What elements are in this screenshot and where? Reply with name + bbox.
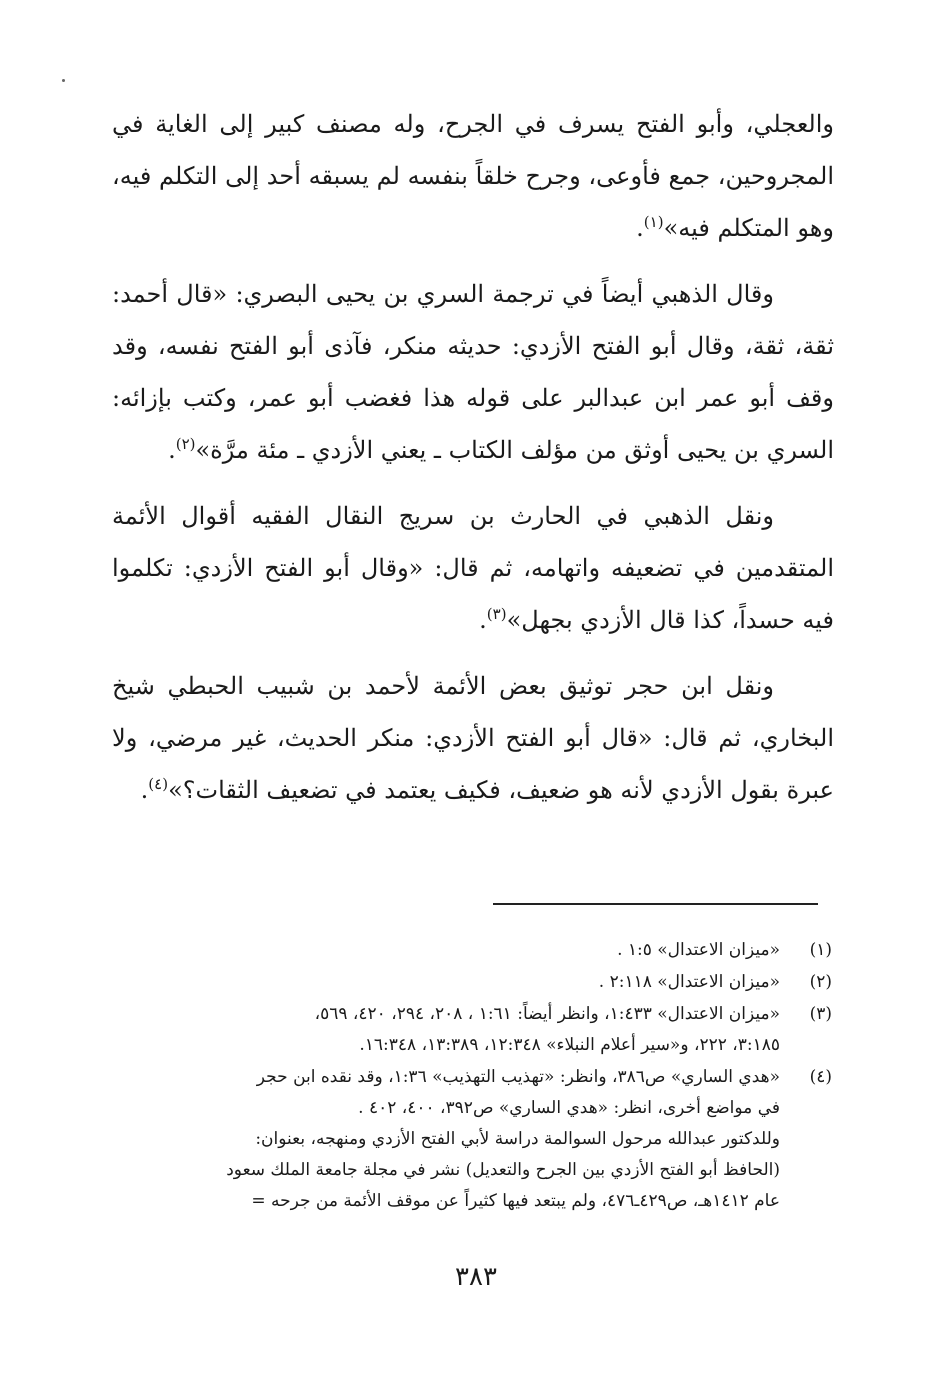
footnotes	[106, 935, 836, 1218]
scan-speck	[62, 79, 65, 82]
footnote-line: «هدي الساري» ص٣٨٦، وانظر: «تهذيب التهذيب» ١:٣٦، وقد نقده ابن حجر	[256, 1067, 780, 1087]
paragraph-end: .	[479, 606, 487, 634]
footnote-number: (١)	[809, 940, 832, 960]
paragraph-end: .	[636, 214, 644, 242]
footnote-marker: (١)	[643, 213, 664, 231]
paragraph-2	[112, 268, 834, 476]
footnote-line: «ميزان الاعتدال» ١:٥ .	[617, 940, 780, 960]
paragraph-text: والعجلي، وأبو الفتح يسرف في الجرح، وله مصنف كبير إلى الغاية في المجروحين، جمع فأوعى، وجرح خلقاً بنفسه لم يسبقه أحد إلى التكلم فيه، وهو المتكلم فيه»	[112, 110, 834, 242]
footnote-marker: (٢)	[175, 435, 196, 453]
paragraph-text: وقال الذهبي أيضاً في ترجمة السري بن يحيى البصري: «قال أحمد: ثقة، ثقة، وقال أبو الفتح الأزدي: حديثه منكر، فآذى أبو الفتح نفسه، وقد وقف أبو عمر ابن عبدالبر على قوله هذا فغضب أبو عمر، وكتب بإزائه: السري بن يحيى أوثق من مؤلف الكتاب ـ يعني الأزدي ـ مئة مرَّة»	[112, 280, 834, 464]
paragraph-text: ونقل ابن حجر توثيق بعض الأئمة لأحمد بن شبيب الحبطي شيخ البخاري، ثم قال: «قال أبو الفتح الأزدي: منكر الحديث، غير مرضي، ولا عبرة بقول الأزدي لأنه هو ضعيف، فكيف يعتمد في تضعيف الثقات؟»	[112, 672, 835, 804]
main-text	[112, 98, 834, 830]
footnote-text	[106, 999, 780, 1061]
footnote-marker: (٣)	[486, 605, 507, 623]
page-number: ٣٨٣	[455, 1262, 497, 1292]
footnote-number: (٤)	[809, 1067, 832, 1087]
footnote-text	[106, 1062, 780, 1217]
footnote-number: (٢)	[809, 972, 832, 992]
footnote-1	[106, 935, 836, 966]
footnote-text	[106, 935, 780, 966]
footnote-2	[106, 967, 836, 998]
footnote-line: «ميزان الاعتدال» ١:٤٣٣، وانظر أيضاً: ١:٦١ ، ٢٠٨، ٢٩٤، ٤٢٠، ٥٦٩،	[314, 1004, 780, 1024]
footnote-marker: (٤)	[148, 775, 169, 793]
paragraph-end: .	[168, 436, 176, 464]
footnote-4	[106, 1062, 836, 1217]
footnote-3	[106, 999, 836, 1061]
paragraph-3	[112, 490, 834, 646]
footnote-line: عام ١٤١٢هـ، ص٤٢٩ـ٤٧٦، ولم يبتعد فيها كثيراً عن موقف الأئمة من جرحه =	[251, 1191, 780, 1211]
paragraph-end: .	[140, 776, 149, 804]
paragraph-text: ونقل الذهبي في الحارث بن سريج النقال الفقيه أقوال الأئمة المتقدمين في تضعيفه واتهامه، ثم قال: «وقال أبو الفتح الأزدي: تكلموا فيه حسداً، كذا قال الأزدي بجهل»	[112, 502, 834, 634]
footnote-line: ٣:١٨٥، ٢٢٢، و«سير أعلام النبلاء» ١٢:٣٤٨، ١٣:٣٨٩، ١٦:٣٤٨.	[359, 1035, 780, 1055]
footnote-separator	[493, 903, 818, 905]
paragraph-1	[112, 98, 834, 254]
footnote-line: «ميزان الاعتدال» ٢:١١٨ .	[598, 972, 780, 992]
footnote-line: في مواضع أخرى، انظر: «هدي الساري» ص٣٩٢، ٤٠٠، ٤٠٢ .	[358, 1098, 780, 1118]
footnote-text	[106, 967, 780, 998]
footnote-line: (الحافظ أبو الفتح الأزدي بين الجرح والتعديل) نشر في مجلة جامعة الملك سعود	[226, 1160, 780, 1180]
footnote-line: وللدكتور عبدالله مرحول السوالمة دراسة لأبي الفتح الأزدي ومنهجه، بعنوان:	[255, 1129, 780, 1149]
paragraph-4	[112, 660, 834, 816]
footnote-number: (٣)	[809, 1004, 832, 1024]
